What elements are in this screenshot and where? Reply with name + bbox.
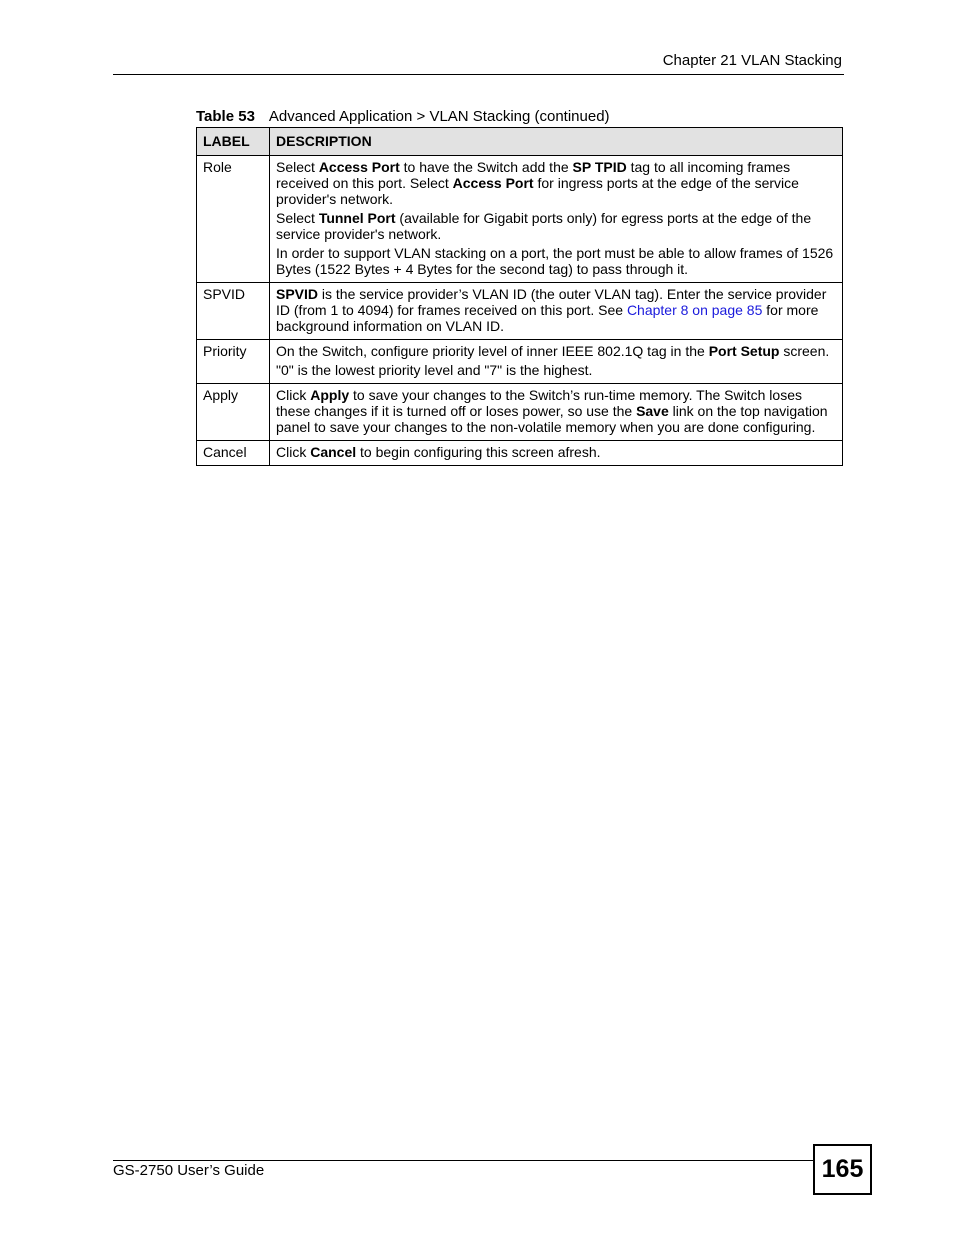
description-paragraph [276, 343, 836, 359]
emphasized-term: Access Port [318, 159, 400, 175]
description-text: is the service provider’s VLAN ID (the outer VLAN tag). Enter the service provider ID (from 1 to 4094) for frames received on this port. See [276, 286, 827, 318]
description-text: (available for Gigabit ports only) for egress ports at the edge of the service provider's network. [276, 210, 812, 242]
row-label: Cancel [197, 441, 270, 466]
table-caption [196, 108, 610, 125]
column-header-description: DESCRIPTION [270, 128, 843, 156]
emphasized-term: SPVID [276, 286, 319, 302]
row-label: SPVID [197, 283, 270, 340]
description-paragraph [276, 159, 836, 207]
description-text: to begin configuring this screen afresh. [356, 444, 601, 460]
description-text: In order to support VLAN stacking on a port, the port must be able to allow frames of 1526 Bytes (1522 Bytes + 4 Bytes for the second tag) to pass through it. [276, 245, 834, 277]
description-text: for more background information on VLAN ID. [276, 302, 819, 334]
table-row [197, 340, 843, 384]
row-label: Priority [197, 340, 270, 384]
emphasized-term: SP TPID [572, 159, 627, 175]
description-text: On the Switch, configure priority level of inner IEEE 802.1Q tag in the [276, 343, 709, 359]
description-paragraph [276, 362, 836, 378]
description-text: tag to all incoming frames received on this port. Select [276, 159, 791, 191]
footer-divider [113, 1160, 813, 1161]
description-text: Select [276, 159, 319, 175]
page-number: 165 [813, 1144, 872, 1195]
description-text: for ingress ports at the edge of the service provider's network. [276, 175, 799, 207]
row-description [270, 156, 843, 283]
table-row [197, 156, 843, 283]
description-text: screen. [779, 343, 830, 359]
emphasized-term: Port Setup [708, 343, 780, 359]
emphasized-term: Save [636, 403, 669, 419]
chapter-header: Chapter 21 VLAN Stacking [662, 52, 842, 69]
description-paragraph [276, 286, 836, 334]
description-text: to save your changes to the Switch’s run-time memory. The Switch loses these changes if it is turned off or loses power, so use the [276, 387, 802, 419]
header-divider [113, 74, 844, 75]
table-title: Advanced Application > VLAN Stacking (continued) [268, 108, 610, 125]
column-header-label: LABEL [197, 128, 270, 156]
emphasized-term: Access Port [452, 175, 534, 191]
row-label: Apply [197, 384, 270, 441]
cross-reference-link[interactable]: Chapter 8 on page 85 [626, 302, 763, 318]
description-text: Select [276, 210, 319, 226]
vlan-stacking-table [196, 127, 843, 466]
row-description [270, 340, 843, 384]
description-text: Click [276, 387, 311, 403]
row-description [270, 441, 843, 466]
description-paragraph [276, 210, 836, 242]
description-paragraph [276, 387, 836, 435]
guide-title: GS-2750 User’s Guide [113, 1162, 265, 1179]
row-label: Role [197, 156, 270, 283]
description-text: link on the top navigation panel to save your changes to the non-volatile memory when you are done configuring. [276, 403, 828, 435]
table-row [197, 384, 843, 441]
emphasized-term: Tunnel Port [318, 210, 396, 226]
description-text: Click [276, 444, 311, 460]
row-description [270, 384, 843, 441]
row-description [270, 283, 843, 340]
emphasized-term: Apply [310, 387, 350, 403]
description-paragraph [276, 245, 836, 277]
description-text: to have the Switch add the [399, 159, 573, 175]
description-paragraph [276, 444, 836, 460]
table-body [197, 156, 843, 466]
table-number: Table 53 [196, 108, 255, 125]
description-text: "0" is the lowest priority level and "7" is the highest. [276, 362, 593, 378]
table-row [197, 283, 843, 340]
table-header-row [197, 128, 843, 156]
table-row [197, 441, 843, 466]
emphasized-term: Cancel [310, 444, 357, 460]
